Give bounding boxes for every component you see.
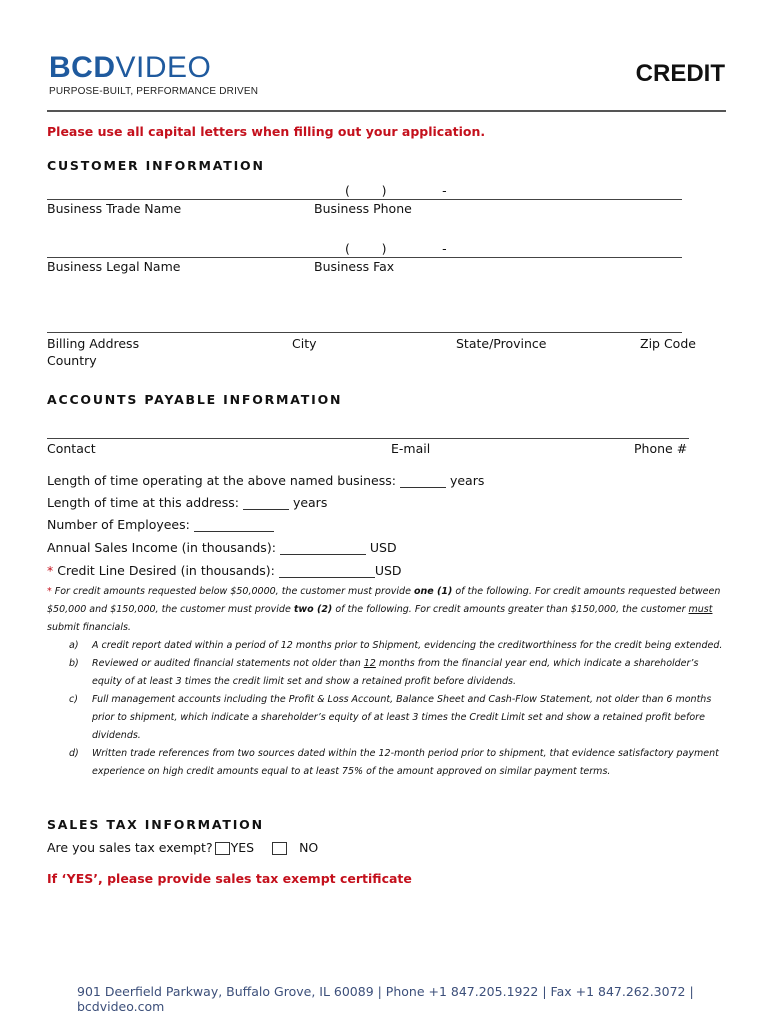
sales-tax-heading: SALES TAX INFORMATION: [47, 817, 264, 832]
requirement-marker: b): [69, 658, 79, 669]
requirement-twelve: 12: [363, 658, 376, 669]
requirement-text: Written trade references from two sources dated within the 12-month period prior to shipment, that evidence satisfactory payment experience on high credit amounts equal to at least 75% of the amount approved on similar payment terms.: [92, 748, 719, 777]
requirement-text-b: months from the financial year end, which indicate a shareholder’s equity of at least 3 times the credit limit set and show a retained profit before dividends.: [92, 658, 699, 687]
state-label: State/Province: [456, 336, 547, 351]
country-label: Country: [47, 353, 97, 368]
intro-part-d: submit financials.: [47, 622, 131, 633]
requirement-marker: a): [69, 640, 79, 651]
requirement-text: Full management accounts including the Profit & Loss Account, Balance Sheet and Cash-Flow Statement, not older than 6 months prior to shipment, which indicate a shareholder’s equity of at least 3 times the Credit Limit set and show a retained profit before dividends.: [92, 694, 712, 741]
intro-part-a: For credit amounts requested below $50,0000, the customer must provide: [54, 586, 411, 597]
business-fax-label: Business Fax: [314, 259, 395, 274]
footer-address: 901 Deerfield Parkway, Buffalo Grove, IL 60089 | Phone +1 847.205.1922 | Fax +1 847.262.3072 |: [77, 984, 694, 999]
requirement-item: [47, 745, 727, 781]
capital-letters-notice: Please use all capital letters when filling out your application.: [47, 124, 486, 139]
intro-one: one (1): [413, 586, 453, 597]
sales-tax-question: Are you sales tax exempt?: [47, 840, 213, 855]
trade-name-phone-line[interactable]: [47, 199, 682, 200]
yes-checkbox[interactable]: [215, 842, 230, 855]
business-phone-label: Business Phone: [314, 201, 412, 216]
billing-address-label: Billing Address: [47, 336, 140, 351]
length-business-years: years: [449, 473, 485, 488]
requirement-marker: c): [69, 694, 78, 705]
requirement-item: [47, 691, 727, 745]
requirement-marker: d): [69, 748, 79, 759]
email-label: E-mail: [391, 441, 431, 456]
logo-bold-text: BCD: [49, 51, 116, 84]
annual-sales-label: Annual Sales Income (in thousands):: [47, 540, 276, 555]
zip-label: Zip Code: [640, 336, 696, 351]
no-label: NO: [299, 840, 319, 855]
length-address-field[interactable]: [243, 496, 289, 510]
employees-row: [47, 517, 274, 532]
sales-tax-question-row: [47, 840, 318, 855]
ap-phone-label: Phone #: [634, 441, 688, 456]
employees-field[interactable]: [194, 518, 274, 532]
no-checkbox[interactable]: [272, 842, 287, 855]
legal-name-label: Business Legal Name: [47, 259, 181, 274]
fax-mask: ( ) -: [345, 241, 447, 256]
requirement-item: [47, 637, 727, 655]
length-address-label: Length of time at this address:: [47, 495, 239, 510]
credit-requirements: [47, 583, 727, 781]
intro-asterisk: *: [47, 586, 52, 597]
requirement-text: A credit report dated within a period of 12 months prior to Shipment, evidencing the creditworthiness for the credit being extended.: [92, 640, 723, 651]
intro-part-b: of the following. For credit amounts requested between $50,000 and $150,000, the customer must provide: [47, 586, 721, 615]
logo-light-text: VIDEO: [115, 51, 212, 84]
contact-label: Contact: [47, 441, 96, 456]
employees-label: Number of Employees:: [47, 517, 190, 532]
ap-contact-line[interactable]: [47, 438, 689, 439]
annual-sales-field[interactable]: [280, 541, 366, 555]
length-business-row: [47, 473, 484, 488]
customer-info-heading: CUSTOMER INFORMATION: [47, 158, 265, 173]
sales-tax-note: If ‘YES’, please provide sales tax exempt certificate: [47, 871, 412, 886]
accounts-payable-heading: ACCOUNTS PAYABLE INFORMATION: [47, 392, 343, 407]
credit-line-label: Credit Line Desired (in thousands):: [57, 563, 275, 578]
yes-label: YES: [230, 840, 255, 855]
credit-line-usd: USD: [374, 563, 402, 578]
legal-name-fax-line[interactable]: [47, 257, 682, 258]
intro-must: must: [688, 604, 713, 615]
annual-sales-row: [47, 540, 397, 555]
tagline: PURPOSE-BUILT, PERFORMANCE DRIVEN: [49, 86, 259, 97]
annual-sales-usd: USD: [369, 540, 397, 555]
requirement-text-a: Reviewed or audited financial statements not older than: [92, 658, 361, 669]
length-address-row: [47, 495, 327, 510]
length-business-label: Length of time operating at the above named business:: [47, 473, 396, 488]
credit-line-field[interactable]: [279, 564, 375, 578]
footer-contact: [77, 984, 727, 1014]
required-asterisk: *: [47, 563, 54, 578]
requirements-list: [47, 637, 727, 781]
page-title: CREDIT: [635, 60, 725, 87]
phone-mask: ( ) -: [345, 183, 447, 198]
company-logo: [49, 52, 211, 84]
intro-part-c: of the following. For credit amounts greater than $150,000, the customer: [335, 604, 686, 615]
length-address-years: years: [292, 495, 328, 510]
footer-website-link[interactable]: bcdvideo.com: [77, 999, 165, 1014]
trade-name-label: Business Trade Name: [47, 201, 182, 216]
address-line[interactable]: [47, 332, 682, 333]
length-business-field[interactable]: [400, 474, 446, 488]
intro-two: two (2): [293, 604, 333, 615]
credit-line-row: [47, 563, 402, 578]
requirement-item: [47, 655, 727, 691]
city-label: City: [292, 336, 317, 351]
requirements-intro: [47, 583, 727, 637]
header-divider: [47, 110, 726, 112]
